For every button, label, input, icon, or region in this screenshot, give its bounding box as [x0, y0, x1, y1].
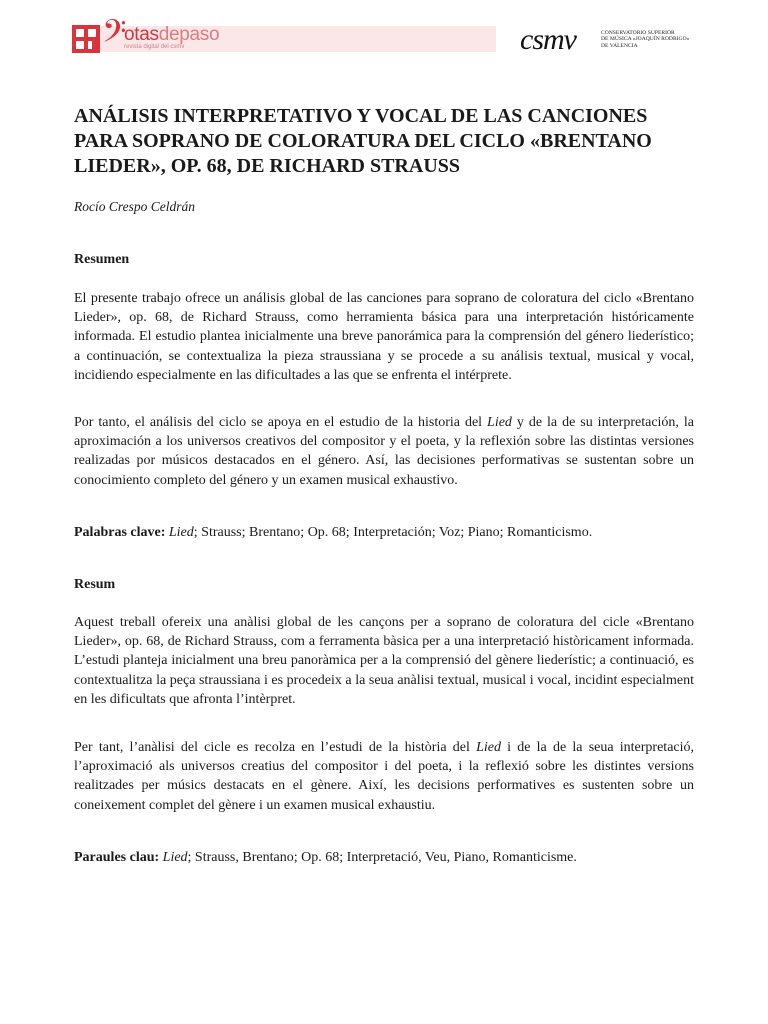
- abstract-ca-paragraph-2: Per tant, l’anàlisi del cicle es recolza en l’estudi de la història del Lied i de la de la seua interpretació, l’aproximació als universos creatius del compositor i del poeta, i la reflexió sobre les distintes versions realitzades per músics destacats en el gènere. Així, les decisions performatives es sustenten sobre un coneixement complet del gènere i un examen musical exhaustiu.: [74, 740, 695, 813]
- article-title: ANÁLISIS INTERPRETATIVO Y VOCAL DE LAS CANCIONES PARA SOPRANO DE COLORATURA DEL CICLO «BRENTANO LIEDER», OP. 68, DE RICHARD STRAUSS: [74, 105, 652, 177]
- bass-clef-icon: 𝄢: [102, 13, 127, 57]
- abstract-es-paragraph-1: El presente trabajo ofrece un análisis global de las canciones para soprano de coloratura del ciclo «Brentano Lieder», op. 68, de Richard Strauss, como herramienta básica para una interpretación históricamente informada. El estudio plantea inicialmente una breve panorámica para la comprensión del género liederístico; a continuación, se contextualiza la pieza straussiana y se procede a su análisis textual, musical y vocal, incidiendo especialmente en las dificultades a las que se enfrenta el intérprete.: [74, 291, 694, 383]
- brand-name: otasdepaso: [124, 24, 220, 45]
- abstract-es-paragraph-2: Por tanto, el análisis del ciclo se apoya en el estudio de la historia del Lied y de la de su interpretación, la aproximación a los universos creativos del compositor y el poeta, y la reflexión sobre las distintas versiones realizadas por músicos destacados en el género. Así, las decisiones performativas se sustentan sobre un conocimiento completo del género y un examen musical exhaustivo.: [74, 415, 694, 488]
- abstract-es-heading: Resumen: [74, 252, 130, 267]
- abstract-es-keywords: Palabras clave: Lied; Strauss; Brentano; Op. 68; Interpretación; Voz; Piano; Romanticismo.: [74, 525, 593, 540]
- abstract-ca-keywords: Paraules clau: Lied; Strauss, Brentano; Op. 68; Interpretació, Veu, Piano, Romanticisme.: [74, 850, 577, 865]
- page-header: [0, 0, 768, 60]
- abstract-ca-heading: Resum: [74, 577, 116, 592]
- article-author: Rocío Crespo Celdrán: [74, 199, 195, 214]
- abstract-ca-paragraph-1: Aquest treball ofereix una anàlisi global de les cançons per a soprano de coloratura del cicle «Brentano Lieder», op. 68, de Richard Strauss, com a ferramenta bàsica per a una interpretació històricament informada. L’estudi planteja inicialment una breu panoràmica per a la comprensió del gènere liederístic; a continuació, es contextualitza la peça straussiana i es procedeix a la seua anàlisi textual, musical i vocal, incidint especialment en les dificultats que afronta l’intèrpret.: [74, 615, 694, 707]
- brand-tagline: revista digital del csmv: [124, 44, 185, 50]
- institution-logo: csmv: [520, 23, 576, 56]
- brand-logo-mark: [72, 25, 100, 53]
- institution-name: CONSERVATORIO SUPERIOR DE MÚSICA «JOAQUÍN RODRIGO» DE VALENCIA: [601, 30, 690, 49]
